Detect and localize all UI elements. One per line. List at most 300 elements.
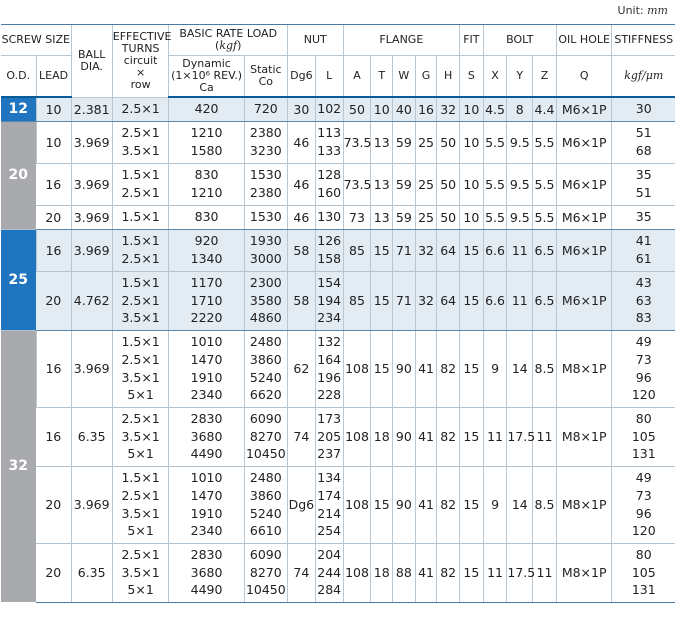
cell-s: 15 (460, 543, 484, 602)
cell-lead: 10 (36, 97, 71, 121)
cell-l (315, 229, 343, 271)
cell-dg6: 74 (287, 407, 315, 466)
lead-header: LEAD (36, 56, 71, 98)
cell-line: 2.5×1 (121, 292, 160, 308)
cell-ca (169, 330, 244, 407)
cell-line: 113 (317, 125, 342, 141)
cell-z: 11 (533, 407, 557, 466)
cell-line: 134 (317, 469, 342, 485)
cell-line: 43 (635, 274, 652, 290)
table-row (1, 407, 675, 466)
cell-line: 126 (317, 233, 342, 249)
cell-a: 73.5 (343, 121, 371, 163)
cell-line: 131 (631, 582, 656, 598)
cell-dg6: 58 (287, 271, 315, 330)
cell-stiff (612, 466, 675, 543)
cell-line: 6090 (249, 410, 282, 426)
cell-t: 18 (371, 407, 393, 466)
cell-h: 50 (437, 163, 460, 205)
cell-co (244, 205, 287, 229)
cell-q: M6×1P (556, 121, 612, 163)
cell-line: 96 (635, 369, 652, 385)
cell-line: 2220 (190, 310, 223, 326)
cell-line: 131 (631, 446, 656, 462)
cell-stiff (612, 229, 675, 271)
cell-line: 8270 (249, 428, 282, 444)
cell-stiff (612, 163, 675, 205)
cell-y: 9.5 (507, 121, 533, 163)
dynamic-load-header: Dynamic (1×10⁶ REV.) Ca (169, 56, 244, 98)
cell-w: 59 (393, 205, 416, 229)
cell-line: 3860 (249, 351, 282, 367)
cell-y: 11 (507, 229, 533, 271)
cell-turns (112, 121, 169, 163)
cell-ca (169, 121, 244, 163)
cell-g: 32 (415, 271, 437, 330)
cell-line: 2.5×1 (121, 546, 160, 562)
cell-y: 17.5 (507, 407, 533, 466)
cell-line: 5×1 (127, 446, 154, 462)
cell-turns (112, 229, 169, 271)
cell-h: 82 (437, 330, 460, 407)
cell-y: 14 (507, 466, 533, 543)
cell-g: 25 (415, 205, 437, 229)
cell-x: 11 (483, 543, 507, 602)
cell-line: 6090 (249, 546, 282, 562)
cell-line: 1010 (190, 333, 223, 349)
cell-w: 90 (393, 466, 416, 543)
z-header: Z (533, 56, 557, 98)
cell-line: 4490 (190, 582, 223, 598)
cell-ca (169, 205, 244, 229)
cell-line: 173 (317, 410, 342, 426)
cell-line: 3.5×1 (121, 310, 160, 326)
cell-line: 3.5×1 (121, 505, 160, 521)
cell-line: 96 (635, 505, 652, 521)
cell-line: 3.5×1 (121, 564, 160, 580)
cell-line: 2340 (190, 523, 223, 539)
cell-z: 11 (533, 543, 557, 602)
cell-line: 128 (317, 167, 342, 183)
cell-line: 73 (635, 487, 652, 503)
cell-l (315, 271, 343, 330)
cell-x: 9 (483, 466, 507, 543)
cell-co (244, 466, 287, 543)
cell-line: 174 (317, 487, 342, 503)
cell-q: M8×1P (556, 543, 612, 602)
cell-y: 11 (507, 271, 533, 330)
cell-s: 15 (460, 330, 484, 407)
cell-q: M6×1P (556, 229, 612, 271)
cell-lead: 16 (36, 229, 71, 271)
cell-line: 2.5×1 (121, 125, 160, 141)
cell-line: 244 (317, 564, 342, 580)
cell-turns (112, 97, 169, 121)
cell-line: 2.5×1 (121, 487, 160, 503)
nut-header: NUT (287, 25, 343, 56)
cell-lead: 20 (36, 466, 71, 543)
table-row (1, 205, 675, 229)
cell-turns (112, 407, 169, 466)
cell-s: 10 (460, 205, 484, 229)
cell-l (315, 205, 343, 229)
table-row (1, 121, 675, 163)
od-cell: 12 (1, 97, 36, 121)
cell-x: 5.5 (483, 121, 507, 163)
cell-ball: 3.969 (71, 163, 112, 205)
cell-turns (112, 543, 169, 602)
cell-t: 13 (371, 163, 393, 205)
cell-line: 204 (317, 546, 342, 562)
cell-co (244, 121, 287, 163)
cell-stiff (612, 543, 675, 602)
cell-dg6: 74 (287, 543, 315, 602)
cell-line: 6610 (249, 523, 282, 539)
table-row (1, 466, 675, 543)
cell-g: 25 (415, 163, 437, 205)
a-header: A (343, 56, 371, 98)
cell-co (244, 543, 287, 602)
cell-line: 30 (635, 101, 652, 117)
cell-x: 5.5 (483, 163, 507, 205)
cell-stiff (612, 205, 675, 229)
cell-z: 5.5 (533, 205, 557, 229)
cell-line: 4490 (190, 446, 223, 462)
cell-line: 3230 (249, 143, 282, 158)
ball-screw-spec-table (1, 24, 675, 603)
cell-l (315, 330, 343, 407)
cell-w: 88 (393, 543, 416, 602)
cell-line: 1530 (249, 167, 282, 183)
unit-label: Unit: mm (617, 4, 668, 17)
cell-l (315, 466, 343, 543)
cell-line: 1910 (190, 369, 223, 385)
oil-hole-header: OIL HOLE (556, 25, 612, 56)
cell-line: 1470 (190, 487, 223, 503)
cell-co (244, 97, 287, 121)
cell-line: 132 (317, 333, 342, 349)
cell-q: M6×1P (556, 205, 612, 229)
cell-ca (169, 271, 244, 330)
cell-t: 18 (371, 543, 393, 602)
cell-x: 6.6 (483, 229, 507, 271)
cell-z: 6.5 (533, 271, 557, 330)
cell-line: 1530 (249, 209, 282, 225)
cell-s: 15 (460, 271, 484, 330)
cell-s: 15 (460, 466, 484, 543)
cell-lead: 10 (36, 121, 71, 163)
stiffness-header: STIFFNESS (612, 25, 675, 56)
cell-co (244, 407, 287, 466)
cell-a: 108 (343, 330, 371, 407)
cell-line: 420 (194, 101, 219, 117)
cell-line: 105 (631, 564, 656, 580)
stiffness-unit-header: kgf/μm (612, 56, 675, 98)
cell-line: 2.5×1 (121, 101, 160, 117)
cell-ca (169, 97, 244, 121)
cell-line: 254 (317, 523, 342, 539)
cell-line: 720 (253, 101, 278, 117)
cell-a: 108 (343, 407, 371, 466)
cell-ca (169, 407, 244, 466)
cell-line: 80 (635, 546, 652, 562)
cell-line: 920 (194, 233, 219, 249)
cell-lead: 20 (36, 271, 71, 330)
od-cell: 20 (1, 121, 36, 229)
cell-t: 13 (371, 205, 393, 229)
cell-line: 2.5×1 (121, 410, 160, 426)
cell-line: 6620 (249, 387, 282, 403)
cell-line: 2.5×1 (121, 351, 160, 367)
cell-line: 164 (317, 351, 342, 367)
cell-x: 9 (483, 330, 507, 407)
cell-line: 2.5×1 (121, 185, 160, 200)
cell-z: 8.5 (533, 466, 557, 543)
cell-stiff (612, 407, 675, 466)
cell-h: 64 (437, 229, 460, 271)
cell-s: 10 (460, 163, 484, 205)
cell-s: 10 (460, 97, 484, 121)
cell-g: 25 (415, 121, 437, 163)
cell-line: 158 (317, 251, 342, 266)
cell-l (315, 121, 343, 163)
cell-line: 1.5×1 (121, 209, 160, 225)
cell-line: 1170 (190, 274, 223, 290)
cell-g: 41 (415, 330, 437, 407)
cell-a: 50 (343, 97, 371, 121)
cell-line: 830 (194, 209, 219, 225)
s-header: S (460, 56, 484, 98)
cell-turns (112, 271, 169, 330)
cell-line: 237 (317, 446, 342, 462)
od-cell: 25 (1, 229, 36, 330)
cell-line: 68 (635, 143, 652, 158)
cell-dg6: Dg6 (287, 466, 315, 543)
cell-ball: 3.969 (71, 205, 112, 229)
cell-line: 4860 (249, 310, 282, 326)
fit-header: FIT (460, 25, 484, 56)
cell-ball: 3.969 (71, 121, 112, 163)
cell-line: 3680 (190, 564, 223, 580)
cell-z: 8.5 (533, 330, 557, 407)
cell-co (244, 330, 287, 407)
cell-line: 1580 (190, 143, 223, 158)
cell-line: 1.5×1 (121, 274, 160, 290)
cell-l (315, 97, 343, 121)
cell-q: M6×1P (556, 97, 612, 121)
dg6-header: Dg6 (287, 56, 315, 98)
cell-y: 17.5 (507, 543, 533, 602)
table-body (1, 97, 675, 602)
cell-line: 35 (635, 167, 652, 183)
cell-ball: 3.969 (71, 466, 112, 543)
cell-lead: 20 (36, 543, 71, 602)
cell-line: 228 (317, 387, 342, 403)
cell-h: 50 (437, 205, 460, 229)
cell-line: 3580 (249, 292, 282, 308)
cell-ball: 6.35 (71, 543, 112, 602)
cell-dg6: 46 (287, 205, 315, 229)
cell-ball: 3.969 (71, 229, 112, 271)
cell-line: 3.5×1 (121, 143, 160, 158)
cell-h: 50 (437, 121, 460, 163)
cell-w: 90 (393, 330, 416, 407)
cell-line: 5240 (249, 505, 282, 521)
cell-line: 1.5×1 (121, 167, 160, 183)
l-header: L (315, 56, 343, 98)
cell-line: 1930 (249, 233, 282, 249)
cell-z: 6.5 (533, 229, 557, 271)
cell-line: 2340 (190, 387, 223, 403)
cell-a: 108 (343, 466, 371, 543)
cell-stiff (612, 97, 675, 121)
static-load-header: Static Co (244, 56, 287, 98)
cell-line: 154 (317, 274, 342, 290)
cell-line: 1.5×1 (121, 469, 160, 485)
cell-line: 2830 (190, 410, 223, 426)
cell-dg6: 62 (287, 330, 315, 407)
cell-line: 1210 (190, 125, 223, 141)
cell-y: 8 (507, 97, 533, 121)
cell-turns (112, 466, 169, 543)
cell-co (244, 271, 287, 330)
screw-size-header: SCREW SIZE (1, 25, 71, 56)
cell-line: 2480 (249, 469, 282, 485)
cell-line: 5×1 (127, 582, 154, 598)
cell-line: 80 (635, 410, 652, 426)
cell-ca (169, 163, 244, 205)
cell-lead: 20 (36, 205, 71, 229)
cell-line: 5240 (249, 369, 282, 385)
cell-stiff (612, 121, 675, 163)
cell-turns (112, 330, 169, 407)
cell-ca (169, 229, 244, 271)
cell-s: 15 (460, 407, 484, 466)
cell-z: 5.5 (533, 163, 557, 205)
cell-lead: 16 (36, 407, 71, 466)
cell-q: M8×1P (556, 407, 612, 466)
cell-ball: 2.381 (71, 97, 112, 121)
cell-line: 51 (635, 125, 652, 141)
bolt-header: BOLT (483, 25, 556, 56)
cell-q: M6×1P (556, 271, 612, 330)
cell-line: 35 (635, 209, 652, 225)
cell-line: 120 (631, 523, 656, 539)
cell-line: 1470 (190, 351, 223, 367)
cell-g: 41 (415, 407, 437, 466)
cell-line: 1010 (190, 469, 223, 485)
h-header: H (437, 56, 460, 98)
effective-turns-header: EFFECTIVE TURNS circuit × row (112, 25, 169, 98)
cell-ball: 3.969 (71, 330, 112, 407)
cell-x: 11 (483, 407, 507, 466)
basic-rate-load-header: BASIC RATE LOAD (kgf) (169, 25, 288, 56)
cell-line: 2480 (249, 333, 282, 349)
cell-line: 73 (635, 351, 652, 367)
cell-x: 4.5 (483, 97, 507, 121)
cell-a: 85 (343, 229, 371, 271)
cell-line: 1.5×1 (121, 233, 160, 249)
x-header: X (483, 56, 507, 98)
cell-line: 49 (635, 333, 652, 349)
cell-line: 102 (317, 101, 342, 117)
cell-w: 90 (393, 407, 416, 466)
cell-q: M8×1P (556, 466, 612, 543)
cell-l (315, 163, 343, 205)
table-row (1, 163, 675, 205)
table-row (1, 97, 675, 121)
flange-header: FLANGE (343, 25, 459, 56)
cell-a: 85 (343, 271, 371, 330)
cell-q: M6×1P (556, 163, 612, 205)
cell-dg6: 46 (287, 163, 315, 205)
cell-line: 214 (317, 505, 342, 521)
cell-line: 105 (631, 428, 656, 444)
cell-line: 1340 (190, 251, 223, 266)
cell-lead: 16 (36, 330, 71, 407)
cell-line: 2380 (249, 125, 282, 141)
cell-dg6: 30 (287, 97, 315, 121)
cell-line: 284 (317, 582, 342, 598)
cell-t: 15 (371, 330, 393, 407)
cell-line: 63 (635, 292, 652, 308)
cell-a: 108 (343, 543, 371, 602)
cell-turns (112, 205, 169, 229)
cell-t: 15 (371, 271, 393, 330)
cell-line: 133 (317, 143, 342, 158)
cell-t: 15 (371, 229, 393, 271)
cell-line: 3860 (249, 487, 282, 503)
cell-line: 1.5×1 (121, 333, 160, 349)
cell-co (244, 229, 287, 271)
table-row (1, 271, 675, 330)
cell-ball: 4.762 (71, 271, 112, 330)
cell-turns (112, 163, 169, 205)
cell-z: 4.4 (533, 97, 557, 121)
table-row (1, 330, 675, 407)
cell-stiff (612, 330, 675, 407)
cell-y: 9.5 (507, 205, 533, 229)
cell-line: 205 (317, 428, 342, 444)
cell-t: 15 (371, 466, 393, 543)
cell-q: M8×1P (556, 330, 612, 407)
cell-l (315, 543, 343, 602)
cell-y: 9.5 (507, 163, 533, 205)
cell-line: 51 (635, 185, 652, 200)
cell-line: 234 (317, 310, 342, 326)
cell-line: 61 (635, 251, 652, 266)
cell-w: 71 (393, 271, 416, 330)
cell-line: 3.5×1 (121, 369, 160, 385)
cell-line: 10450 (245, 446, 286, 462)
cell-dg6: 58 (287, 229, 315, 271)
table-row (1, 229, 675, 271)
cell-line: 3680 (190, 428, 223, 444)
cell-t: 13 (371, 121, 393, 163)
od-cell: 32 (1, 330, 36, 602)
cell-h: 32 (437, 97, 460, 121)
cell-line: 830 (194, 167, 219, 183)
cell-line: 41 (635, 233, 652, 249)
cell-w: 40 (393, 97, 416, 121)
cell-line: 5×1 (127, 523, 154, 539)
cell-line: 83 (635, 310, 652, 326)
cell-line: 1910 (190, 505, 223, 521)
cell-line: 10450 (245, 582, 286, 598)
od-header: O.D. (1, 56, 36, 98)
ball-dia-header: BALL DIA. (71, 25, 112, 98)
cell-w: 59 (393, 163, 416, 205)
